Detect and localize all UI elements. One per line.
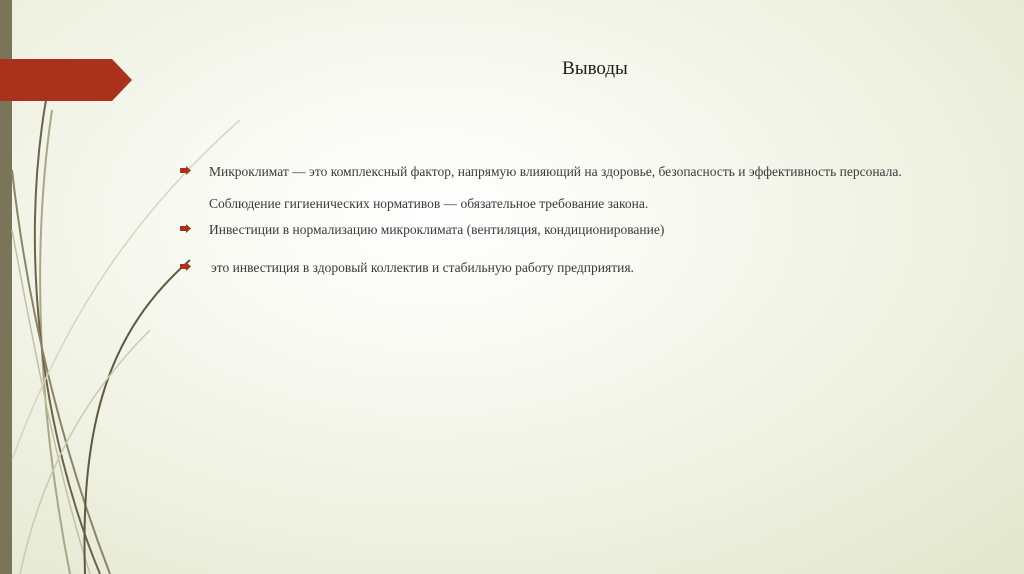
bullet-text: Инвестиции в нормализацию микроклимата (вентиляция, кондиционирование) (209, 222, 665, 237)
bullet-item (180, 259, 920, 277)
slide-title: Выводы (562, 58, 628, 79)
bullet-text: Микроклимат — это комплексный фактор, напрямую влияющий на здоровье, безопасность и эффективность персонала. (209, 164, 902, 179)
bullet-item (180, 163, 920, 181)
arrow-bullet-icon (180, 262, 191, 271)
title-accent-arrow (0, 59, 132, 101)
arrow-bullet-icon (180, 224, 191, 233)
arrow-bullet-icon (180, 166, 191, 175)
content-area (180, 163, 920, 277)
bullet-text: это инвестиция в здоровый коллектив и стабильную работу предприятия. (211, 260, 634, 275)
bullet-item (180, 221, 920, 239)
bullet-subtext: Соблюдение гигиенических нормативов — обязательное требование закона. (209, 196, 649, 211)
